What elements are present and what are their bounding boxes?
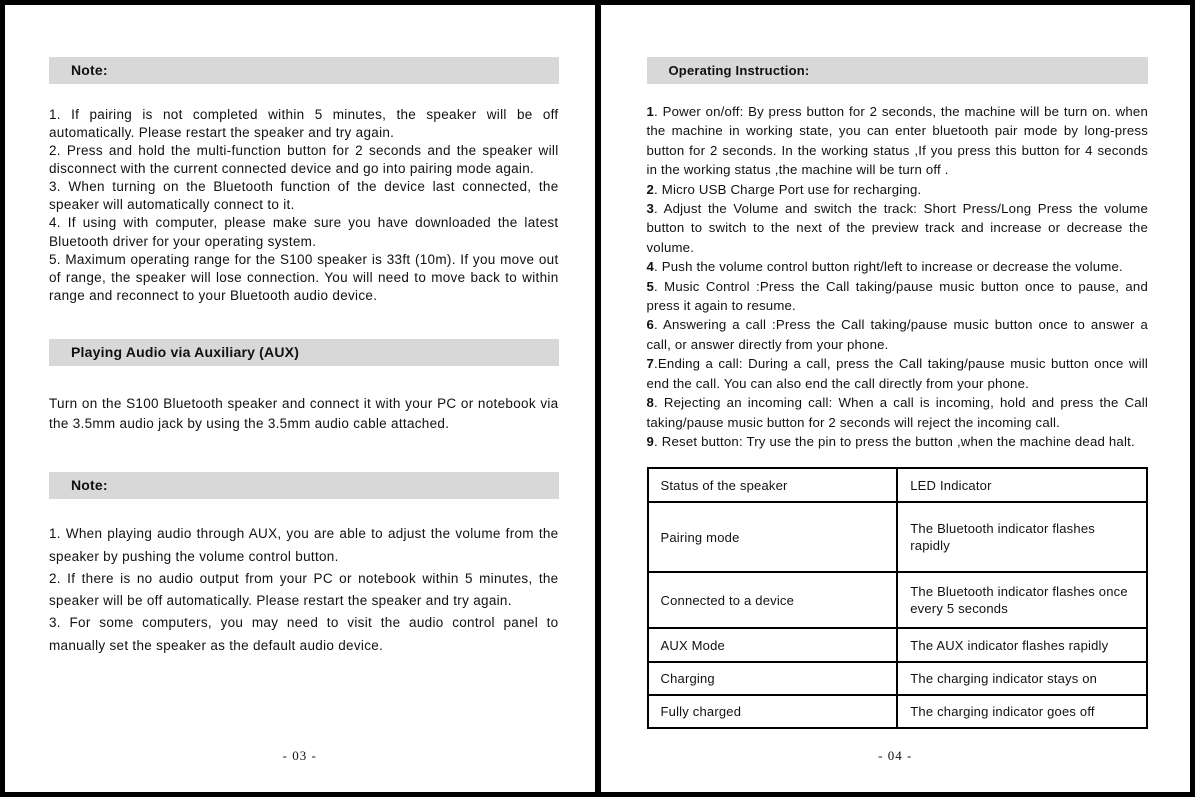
op-item-2 <box>647 180 1149 199</box>
op-item-9-text: . Reset button: Try use the pin to press the button ,when the machine dead halt. <box>654 433 1135 449</box>
note1-heading-bar <box>49 57 559 84</box>
note2-heading: Note: <box>71 477 108 494</box>
op-item-1-number: 1 <box>646 104 655 119</box>
op-item-6-text: . Answering a call :Press the Call taking/pause music button once to answer a call, or answer directly from your phone. <box>646 317 1148 352</box>
note1-item-4: 4. If using with computer, please make sure you have downloaded the latest Bluetooth driver for your operating system. <box>49 215 559 249</box>
page-number-left: - 03 - <box>282 748 317 763</box>
table-header-row <box>648 468 1148 502</box>
page-right <box>601 5 1191 792</box>
op-item-6 <box>647 315 1149 354</box>
cell-status-fully-charged: Fully charged <box>648 695 898 728</box>
note2-item-1: 1. When playing audio through AUX, you are able to adjust the volume from the speaker by pushing the volume control button. <box>49 526 559 564</box>
op-item-1 <box>647 102 1149 180</box>
op-item-7-text: .Ending a call: During a call, press the Call taking/pause music button once will end the call. You can also end the call directly from your phone. <box>646 356 1148 391</box>
op-item-2-text: . Micro USB Charge Port use for recharging. <box>654 181 922 197</box>
note2-heading-bar <box>49 472 559 499</box>
table-header-status: Status of the speaker <box>648 468 898 502</box>
note1-item-2: 2. Press and hold the multi-function button for 2 seconds and the speaker will disconnect with the current connected device and go into pairing mode again. <box>49 143 559 177</box>
cell-led-connected: The Bluetooth indicator flashes once every 5 seconds <box>897 572 1147 628</box>
cell-led-charging: The charging indicator stays on <box>897 662 1147 695</box>
table-header-led: LED Indicator <box>897 468 1147 502</box>
cell-status-pairing: Pairing mode <box>648 502 898 572</box>
cell-led-pairing: The Bluetooth indicator flashes rapidly <box>897 502 1147 572</box>
page-right-content <box>601 5 1191 729</box>
cell-status-connected: Connected to a device <box>648 572 898 628</box>
op-item-3 <box>647 199 1149 257</box>
op-item-4 <box>647 257 1149 276</box>
op-item-3-number: 3 <box>646 201 655 217</box>
op-item-9-number: 9 <box>646 433 655 449</box>
table-row-pairing <box>648 502 1148 572</box>
operating-items <box>647 102 1149 451</box>
op-item-5 <box>647 277 1149 316</box>
note1-item-3: 3. When turning on the Bluetooth function of the device last connected, the speaker will automatically connect to it. <box>49 179 559 213</box>
note2-item-2: 2. If there is no audio output from your PC or notebook within 5 minutes, the speaker will be off automatically. Please restart the speaker and try again. <box>49 570 559 609</box>
led-indicator-table <box>647 467 1149 729</box>
op-item-3-text: . Adjust the Volume and switch the track: Short Press/Long Press the volume button to switch to the next of the preview track and increase or decrease the volume. <box>646 201 1148 255</box>
op-item-8-number: 8 <box>646 395 655 411</box>
cell-status-aux: AUX Mode <box>648 628 898 662</box>
op-item-4-text: . Push the volume control button right/left to increase or decrease the volume. <box>654 259 1123 275</box>
op-item-4-number: 4 <box>646 259 655 275</box>
op-item-8 <box>647 393 1149 432</box>
note1-items <box>49 106 559 305</box>
operating-heading-bar <box>647 57 1149 84</box>
page-left-content <box>5 5 595 657</box>
cell-status-charging: Charging <box>648 662 898 695</box>
table-row-fully-charged <box>648 695 1148 728</box>
cell-led-aux: The AUX indicator flashes rapidly <box>897 628 1147 662</box>
op-item-1-text: . Power on/off: By press button for 2 seconds, the machine will be turn on. when the machine in working state, you can enter bluetooth pair mode by long-press button for 2 seconds. In the working status ,If you press this button for 4 seconds in the working status ,the machine will be turn off . <box>646 104 1148 178</box>
aux-heading-bar <box>49 339 559 366</box>
note1-item-5: 5. Maximum operating range for the S100 speaker is 33ft (10m). If you move out of range, the speaker will lose connection. You will need to move back to within range and reconnect to your Bluetooth audio device. <box>49 251 559 303</box>
note2-item-3: 3. For some computers, you may need to visit the audio control panel to manually set the speaker as the default audio device. <box>49 615 559 653</box>
page-number-right: - 04 - <box>878 748 913 763</box>
op-item-2-number: 2 <box>646 181 655 197</box>
aux-heading: Playing Audio via Auxiliary (AUX) <box>71 343 300 360</box>
cell-led-fully-charged: The charging indicator goes off <box>897 695 1147 728</box>
op-item-7 <box>647 354 1149 393</box>
table-row-aux <box>648 628 1148 662</box>
aux-paragraph: Turn on the S100 Bluetooth speaker and connect it with your PC or notebook via the 3.5mm audio jack by using the 3.5mm audio cable attached. <box>49 395 559 432</box>
op-item-6-number: 6 <box>646 317 655 333</box>
note1-heading: Note: <box>71 62 108 78</box>
operating-heading: Operating Instruction: <box>668 63 810 78</box>
table-row-charging <box>648 662 1148 695</box>
note2-items <box>49 523 559 657</box>
op-item-5-text: . Music Control :Press the Call taking/pause music button once to pause, and press it again to resume. <box>646 278 1148 314</box>
op-item-7-number: 7 <box>646 356 655 372</box>
op-item-9 <box>647 432 1149 451</box>
note1-item-1: 1. If pairing is not completed within 5 minutes, the speaker will be off automatically. Please restart the speaker and try again. <box>49 107 559 141</box>
page-left <box>5 5 595 792</box>
table-row-connected <box>648 572 1148 628</box>
op-item-8-text: . Rejecting an incoming call: When a call is incoming, hold and press the Call taking/pause music button for 2 seconds will reject the incoming call. <box>646 395 1148 430</box>
op-item-5-number: 5 <box>646 278 655 294</box>
